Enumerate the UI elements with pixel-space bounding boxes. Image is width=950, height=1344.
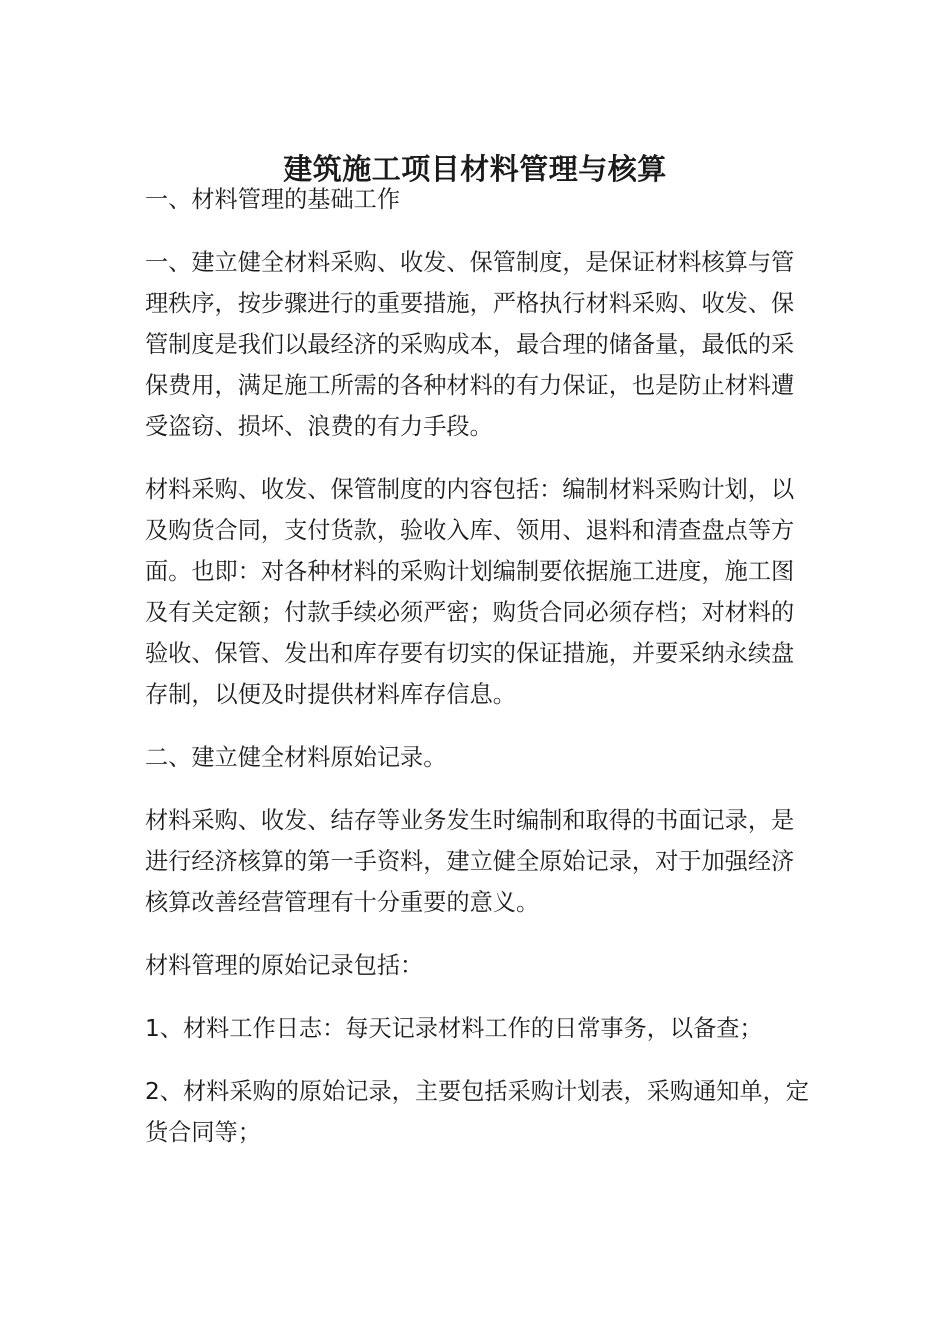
paragraph-original-records: 材料采购、收发、结存等业务发生时编制和取得的书面记录，是进行经济核算的第一手资料，建立健全原始记录，对于加强经济核算改善经营管理有十分重要的意义。 xyxy=(145,807,795,916)
document-title: 建筑施工项目材料管理与核算 xyxy=(283,152,667,187)
list-item-work-log: 1、材料工作日志：每天记录材料工作的日常事务，以备查； xyxy=(145,1015,763,1042)
paragraph-system-contents: 材料采购、收发、保管制度的内容包括：编制材料采购计划，以及购货合同，支付货款，验收入库、领用、退料和清查盘点等方面。也即：对各种材料的采购计划编制要依据施工进度，施工图及有关定额；付款手续必须严密；购货合同必须存档；对材料的验收、保管、发出和库存要有切实的保证措施，并要采纳永续盘存制，以便及时提供材料库存信息。 xyxy=(145,476,795,708)
paragraph-records-include: 材料管理的原始记录包括： xyxy=(145,952,424,979)
section-heading-basic-work: 一、材料管理的基础工作 xyxy=(145,186,401,213)
section-heading-original-records: 二、建立健全材料原始记录。 xyxy=(145,744,447,771)
list-item-purchase-records: 2、材料采购的原始记录，主要包括采购计划表，采购通知单，定货合同等； xyxy=(145,1078,809,1146)
document-body xyxy=(145,179,813,1175)
paragraph-purchase-system: 一、建立健全材料采购、收发、保管制度，是保证材料核算与管理秩序，按步骤进行的重要措施，严格执行材料采购、收发、保管制度是我们以最经济的采购成本，最合理的储备量，最低的采保费用，满足施工所需的各种材料的有力保证，也是防止材料遭受盗窃、损坏、浪费的有力手段。 xyxy=(145,249,795,440)
